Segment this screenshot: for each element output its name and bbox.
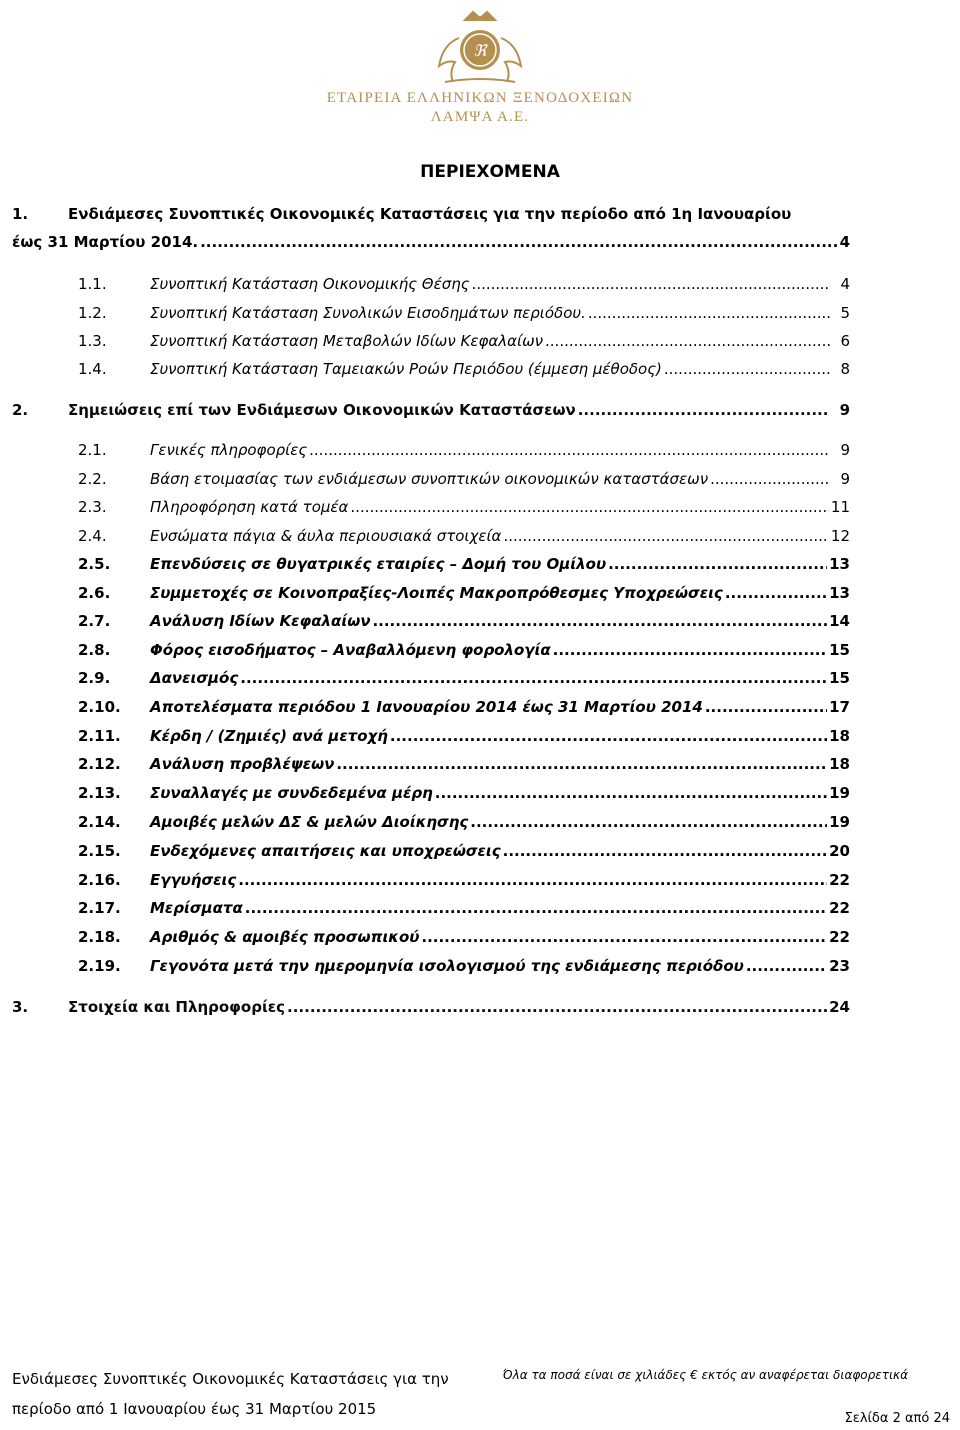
toc-entry-page: 13 bbox=[829, 555, 850, 573]
toc-entry-page: 6 bbox=[840, 332, 850, 350]
toc-entry-page: 14 bbox=[829, 612, 850, 630]
toc-entry-number: 2.19. bbox=[78, 957, 121, 975]
svg-text:ℜ: ℜ bbox=[473, 43, 487, 60]
toc-leader-dots bbox=[705, 693, 827, 721]
toc-leader-dots bbox=[664, 355, 830, 383]
toc-entry-page: 11 bbox=[830, 498, 850, 516]
toc-leader-dots bbox=[545, 327, 830, 355]
toc-entry-text: Ενδιάμεσες Συνοπτικές Οικονομικές Καταστάσεις για την περίοδο από 1η Ιανουαρίου bbox=[68, 205, 792, 223]
footer-page-number: Σελίδα 2 από 24 bbox=[844, 1411, 950, 1426]
toc-entry-page: 20 bbox=[829, 842, 850, 860]
toc-entry-page: 17 bbox=[829, 698, 850, 716]
toc-leader-dots bbox=[287, 993, 827, 1021]
toc-leader-dots bbox=[238, 866, 827, 894]
toc-entry-2-14[interactable] bbox=[0, 808, 960, 836]
toc-leader-dots bbox=[578, 396, 830, 424]
toc-leader-dots bbox=[503, 522, 828, 550]
logo-company-name: ΕΤΑΙΡΕΙΑ ΕΛΛΗΝΙΚΩΝ ΞΕΝΟΔΟΧΕΙΩΝ bbox=[326, 90, 634, 106]
toc-entry-page: 4 bbox=[840, 275, 850, 293]
toc-entry-text: Συμμετοχές σε Κοινοπραξίες-Λοιπές Μακροπρόθεσμες Υποχρεώσεις bbox=[150, 584, 723, 602]
toc-entry-text: Φόρος εισοδήματος – Αναβαλλόμενη φορολογία bbox=[150, 641, 551, 659]
toc-entry-number: 1.2. bbox=[78, 304, 107, 322]
toc-leader-dots bbox=[336, 750, 827, 778]
toc-entry-text: Γεγονότα μετά την ημερομηνία ισολογισμού της ενδιάμεσης περιόδου bbox=[150, 957, 744, 975]
toc-entry-text: Στοιχεία και Πληροφορίες bbox=[68, 998, 286, 1016]
toc-entry-2-8[interactable] bbox=[0, 636, 960, 664]
toc-entry-text: Αριθμός & αμοιβές προσωπικού bbox=[150, 928, 420, 946]
toc-entry-1-3[interactable] bbox=[0, 327, 960, 355]
toc-entry-2-11[interactable] bbox=[0, 722, 960, 750]
toc-entry-text: Δανεισμός bbox=[150, 669, 239, 687]
toc-entry-number: 2.15. bbox=[78, 842, 121, 860]
toc-entry-page: 22 bbox=[829, 871, 850, 889]
toc-entry-number: 2.8. bbox=[78, 641, 111, 659]
toc-entry-text: Ανάλυση Ιδίων Κεφαλαίων bbox=[150, 612, 371, 630]
toc-entry-text: Ενσώματα πάγια & άυλα περιουσιακά στοιχεία bbox=[150, 527, 502, 545]
toc-entry-page: 4 bbox=[839, 233, 850, 251]
toc-entry-page: 5 bbox=[840, 304, 850, 322]
toc-entry-page: 18 bbox=[829, 727, 850, 745]
toc-entry-2[interactable] bbox=[0, 396, 960, 424]
toc-entry-2-4[interactable] bbox=[0, 522, 960, 550]
toc-entry-2-2[interactable] bbox=[0, 465, 960, 493]
toc-entry-page: 23 bbox=[829, 957, 850, 975]
footer-amounts-note: Όλα τα ποσά είναι σε χιλιάδες € εκτός αν αναφέρεται διαφορετικά bbox=[502, 1368, 908, 1382]
toc-entry-text: Εγγυήσεις bbox=[150, 871, 237, 889]
footer-doc-period: περίοδο από 1 Ιανουαρίου έως 31 Μαρτίου 2015 bbox=[12, 1400, 377, 1418]
toc-entry-number: 2.10. bbox=[78, 698, 121, 716]
toc-entry-2-3[interactable] bbox=[0, 493, 960, 521]
toc-leader-dots bbox=[553, 636, 827, 664]
toc-leader-dots bbox=[470, 808, 827, 836]
toc-leader-dots bbox=[240, 664, 827, 692]
toc-entry-number: 2.9. bbox=[78, 669, 111, 687]
toc-entry-page: 15 bbox=[829, 641, 850, 659]
toc-entry-2-6[interactable] bbox=[0, 579, 960, 607]
toc-entry-1-4[interactable] bbox=[0, 355, 960, 383]
toc-entry-1-2[interactable] bbox=[0, 299, 960, 327]
toc-leader-dots bbox=[350, 493, 829, 521]
toc-leader-dots bbox=[245, 894, 827, 922]
toc-entry-number: 2.4. bbox=[78, 527, 107, 545]
logo-company-short: ΛΑΜΨΑ Α.Ε. bbox=[430, 109, 530, 125]
toc-entry-2-17[interactable] bbox=[0, 894, 960, 922]
toc-entry-page: 8 bbox=[840, 360, 850, 378]
toc-entry-number: 2.7. bbox=[78, 612, 111, 630]
toc-entry-number: 2.13. bbox=[78, 784, 121, 802]
toc-entry-text: Πληροφόρηση κατά τομέα bbox=[150, 498, 349, 516]
toc-entry-3[interactable] bbox=[0, 993, 960, 1021]
toc-entry-text: Επενδύσεις σε θυγατρικές εταιρίες – Δομή του Ομίλου bbox=[150, 555, 607, 573]
toc-entry-2-18[interactable] bbox=[0, 923, 960, 951]
toc-entry-text: Σημειώσεις επί των Ενδιάμεσων Οικονομικών Καταστάσεων bbox=[68, 401, 576, 419]
toc-entry-text: Συνοπτική Κατάσταση Ταμειακών Ροών Περιόδου (έμμεση μέθοδος) bbox=[150, 360, 662, 378]
toc-entry-number: 2.18. bbox=[78, 928, 121, 946]
toc-entry-2-7[interactable] bbox=[0, 607, 960, 635]
toc-entry-text: Συναλλαγές με συνδεδεμένα μέρη bbox=[150, 784, 433, 802]
toc-leader-dots bbox=[472, 270, 830, 298]
toc-entry-page: 19 bbox=[829, 784, 850, 802]
toc-entry-number: 1.1. bbox=[78, 275, 107, 293]
toc-entry-number: 3. bbox=[12, 998, 29, 1016]
toc-leader-dots bbox=[588, 299, 830, 327]
toc-leader-dots bbox=[372, 607, 827, 635]
toc-leader-dots bbox=[608, 550, 827, 578]
toc-leader-dots bbox=[200, 228, 837, 256]
toc-entry-number: 2.11. bbox=[78, 727, 121, 745]
toc-entry-2-19[interactable] bbox=[0, 952, 960, 980]
toc-title: ΠΕΡΙΕΧΟΜΕΝΑ bbox=[420, 162, 560, 182]
toc-entry-page: 18 bbox=[829, 755, 850, 773]
toc-entry-number: 2.3. bbox=[78, 498, 107, 516]
toc-entry-number: 2. bbox=[12, 401, 29, 419]
toc-leader-dots bbox=[435, 779, 827, 807]
toc-entry-text: Βάση ετοιμασίας των ενδιάμεσων συνοπτικών οικονομικών καταστάσεων bbox=[150, 470, 709, 488]
toc-entry-2-9[interactable] bbox=[0, 664, 960, 692]
toc-entry-page: 24 bbox=[829, 998, 850, 1016]
toc-entry-page: 9 bbox=[840, 470, 850, 488]
toc-entry-text-cont: έως 31 Μαρτίου 2014. bbox=[12, 233, 199, 251]
toc-entry-page: 13 bbox=[829, 584, 850, 602]
footer-doc-title: Ενδιάμεσες Συνοπτικές Οικονομικές Καταστάσεις για την bbox=[12, 1370, 449, 1388]
toc-entry-number: 2.12. bbox=[78, 755, 121, 773]
toc-leader-dots bbox=[309, 436, 830, 464]
toc-entry-text: Συνοπτική Κατάσταση Συνολικών Εισοδημάτων περιόδου. bbox=[150, 304, 586, 322]
toc-entry-number: 2.6. bbox=[78, 584, 111, 602]
toc-leader-dots bbox=[390, 722, 827, 750]
company-logo bbox=[280, 8, 680, 126]
toc-leader-dots bbox=[421, 923, 827, 951]
toc-entry-text: Αποτελέσματα περιόδου 1 Ιανουαρίου 2014 έως 31 Μαρτίου 2014 bbox=[150, 698, 703, 716]
toc-entry-number: 2.2. bbox=[78, 470, 107, 488]
toc-entry-page: 9 bbox=[839, 401, 850, 419]
toc-entry-2-16[interactable] bbox=[0, 866, 960, 894]
toc-entry-1-1[interactable] bbox=[0, 270, 960, 298]
toc-entry-number: 1.3. bbox=[78, 332, 107, 350]
toc-entry-number: 1. bbox=[12, 205, 29, 223]
toc-entry-2-10[interactable] bbox=[0, 693, 960, 721]
toc-leader-dots bbox=[710, 465, 830, 493]
toc-entry-text: Μερίσματα bbox=[150, 899, 243, 917]
toc-entry-page: 15 bbox=[829, 669, 850, 687]
toc-entry-text: Γενικές πληροφορίες bbox=[150, 441, 308, 459]
toc-entry-number: 2.17. bbox=[78, 899, 121, 917]
toc-entry-number: 2.1. bbox=[78, 441, 107, 459]
toc-entry-2-13[interactable] bbox=[0, 779, 960, 807]
toc-leader-dots bbox=[503, 837, 828, 865]
toc-entry-number: 2.16. bbox=[78, 871, 121, 889]
toc-entry-page: 12 bbox=[830, 527, 850, 545]
toc-entry-2-12[interactable] bbox=[0, 750, 960, 778]
toc-entry-2-5[interactable] bbox=[0, 550, 960, 578]
toc-entry-text: Ενδεχόμενες απαιτήσεις και υποχρεώσεις bbox=[150, 842, 501, 860]
toc-entry-page: 22 bbox=[829, 899, 850, 917]
toc-entry-number: 2.5. bbox=[78, 555, 111, 573]
toc-entry-page: 22 bbox=[829, 928, 850, 946]
toc-entry-2-15[interactable] bbox=[0, 837, 960, 865]
toc-entry-page: 19 bbox=[829, 813, 850, 831]
toc-entry-2-1[interactable] bbox=[0, 436, 960, 464]
toc-entry-text: Ανάλυση προβλέψεων bbox=[150, 755, 335, 773]
toc-entry-text: Αμοιβές μελών ΔΣ & μελών Διοίκησης bbox=[150, 813, 469, 831]
crest-emblem-icon bbox=[415, 8, 545, 88]
toc-leader-dots bbox=[725, 579, 827, 607]
toc-entry-number: 2.14. bbox=[78, 813, 121, 831]
toc-entry-text: Συνοπτική Κατάσταση Οικονομικής Θέσης bbox=[150, 275, 470, 293]
toc-entry-page: 9 bbox=[840, 441, 850, 459]
toc-entry-text: Κέρδη / (Ζημιές) ανά μετοχή bbox=[150, 727, 388, 745]
toc-entry-number: 1.4. bbox=[78, 360, 107, 378]
toc-entry-text: Συνοπτική Κατάσταση Μεταβολών Ιδίων Κεφαλαίων bbox=[150, 332, 544, 350]
toc-leader-dots bbox=[746, 952, 827, 980]
